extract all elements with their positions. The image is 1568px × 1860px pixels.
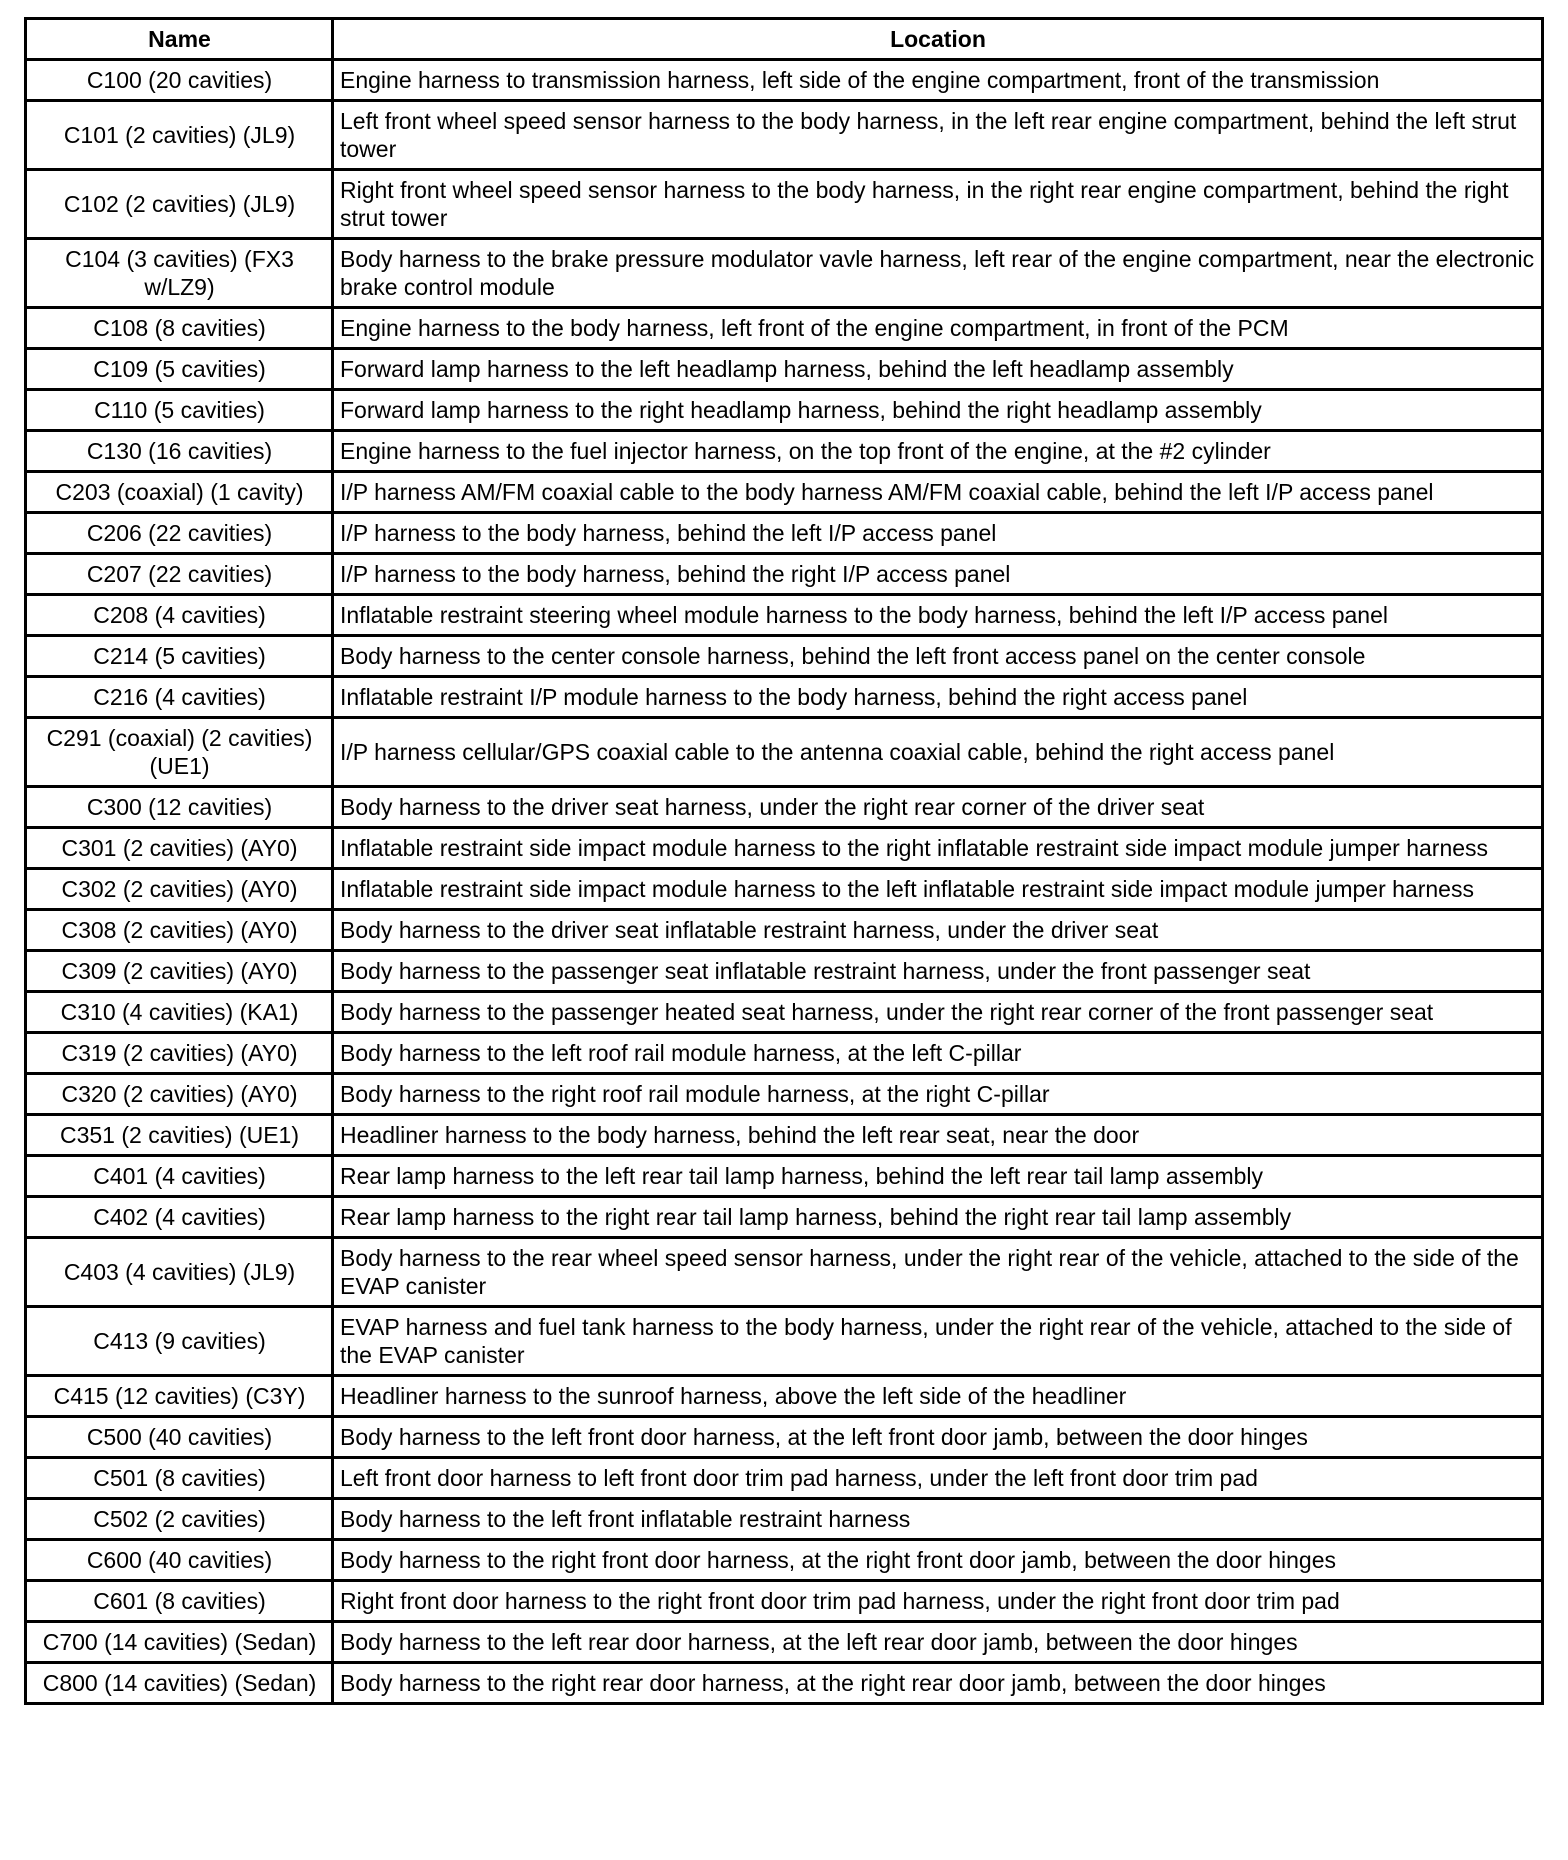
connector-name-cell: C102 (2 cavities) (JL9) (26, 170, 333, 239)
connector-name-cell: C501 (8 cavities) (26, 1458, 333, 1499)
connector-name-cell: C502 (2 cavities) (26, 1499, 333, 1540)
table-row (26, 60, 1543, 101)
connector-name-cell: C130 (16 cavities) (26, 431, 333, 472)
table-row (26, 1074, 1543, 1115)
connector-name-cell: C108 (8 cavities) (26, 308, 333, 349)
connector-location-cell: Body harness to the rear wheel speed sensor harness, under the right rear of the vehicle, attached to the side of the EVAP canister (333, 1238, 1543, 1307)
connector-name-cell: C302 (2 cavities) (AY0) (26, 869, 333, 910)
connector-location-cell: Headliner harness to the sunroof harness, above the left side of the headliner (333, 1376, 1543, 1417)
table-row (26, 1197, 1543, 1238)
connector-name-cell: C309 (2 cavities) (AY0) (26, 951, 333, 992)
table-row (26, 390, 1543, 431)
table-row (26, 1156, 1543, 1197)
connector-name-cell: C308 (2 cavities) (AY0) (26, 910, 333, 951)
connector-name-cell: C500 (40 cavities) (26, 1417, 333, 1458)
table-row (26, 1417, 1543, 1458)
table-row (26, 1307, 1543, 1376)
connector-name-cell: C402 (4 cavities) (26, 1197, 333, 1238)
table-row (26, 1115, 1543, 1156)
table-row (26, 1238, 1543, 1307)
connector-location-cell: Body harness to the right rear door harness, at the right rear door jamb, between the door hinges (333, 1663, 1543, 1704)
connector-location-cell: Body harness to the left rear door harness, at the left rear door jamb, between the door hinges (333, 1622, 1543, 1663)
table-body (26, 60, 1543, 1704)
connector-location-cell: Inflatable restraint I/P module harness to the body harness, behind the right access panel (333, 677, 1543, 718)
connector-location-cell: Body harness to the passenger heated seat harness, under the right rear corner of the front passenger seat (333, 992, 1543, 1033)
connector-location-cell: I/P harness cellular/GPS coaxial cable to the antenna coaxial cable, behind the right access panel (333, 718, 1543, 787)
connector-location-cell: Engine harness to the fuel injector harness, on the top front of the engine, at the #2 cylinder (333, 431, 1543, 472)
table-row (26, 787, 1543, 828)
table-row (26, 1622, 1543, 1663)
connector-name-cell: C291 (coaxial) (2 cavities) (UE1) (26, 718, 333, 787)
connector-location-cell: Forward lamp harness to the right headlamp harness, behind the right headlamp assembly (333, 390, 1543, 431)
connector-name-cell: C216 (4 cavities) (26, 677, 333, 718)
connector-name-cell: C208 (4 cavities) (26, 595, 333, 636)
connector-name-cell: C101 (2 cavities) (JL9) (26, 101, 333, 170)
connector-location-cell: Body harness to the left front door harness, at the left front door jamb, between the door hinges (333, 1417, 1543, 1458)
connector-location-cell: Body harness to the left roof rail module harness, at the left C-pillar (333, 1033, 1543, 1074)
table-row (26, 349, 1543, 390)
connector-location-cell: Body harness to the right roof rail module harness, at the right C-pillar (333, 1074, 1543, 1115)
connector-name-cell: C310 (4 cavities) (KA1) (26, 992, 333, 1033)
connector-location-cell: Right front wheel speed sensor harness to the body harness, in the right rear engine compartment, behind the right strut tower (333, 170, 1543, 239)
connector-location-cell: Body harness to the passenger seat inflatable restraint harness, under the front passenger seat (333, 951, 1543, 992)
connector-location-cell: Body harness to the center console harness, behind the left front access panel on the center console (333, 636, 1543, 677)
connector-location-cell: Left front door harness to left front door trim pad harness, under the left front door trim pad (333, 1458, 1543, 1499)
connector-name-cell: C300 (12 cavities) (26, 787, 333, 828)
table-row (26, 513, 1543, 554)
connector-location-cell: Body harness to the left front inflatable restraint harness (333, 1499, 1543, 1540)
connector-name-cell: C415 (12 cavities) (C3Y) (26, 1376, 333, 1417)
connector-name-cell: C320 (2 cavities) (AY0) (26, 1074, 333, 1115)
connector-name-cell: C351 (2 cavities) (UE1) (26, 1115, 333, 1156)
table-row (26, 910, 1543, 951)
table-row (26, 992, 1543, 1033)
connector-location-cell: Inflatable restraint side impact module harness to the left inflatable restraint side impact module jumper harness (333, 869, 1543, 910)
table-row (26, 308, 1543, 349)
connector-location-cell: Body harness to the driver seat harness, under the right rear corner of the driver seat (333, 787, 1543, 828)
table-row (26, 677, 1543, 718)
connector-location-cell: Forward lamp harness to the left headlamp harness, behind the left headlamp assembly (333, 349, 1543, 390)
table-row (26, 718, 1543, 787)
table-row (26, 554, 1543, 595)
table-row (26, 431, 1543, 472)
connector-name-cell: C214 (5 cavities) (26, 636, 333, 677)
connector-name-cell: C109 (5 cavities) (26, 349, 333, 390)
table-row (26, 1581, 1543, 1622)
connector-location-cell: Rear lamp harness to the right rear tail lamp harness, behind the right rear tail lamp assembly (333, 1197, 1543, 1238)
table-row (26, 239, 1543, 308)
table-row (26, 636, 1543, 677)
connector-name-cell: C104 (3 cavities) (FX3 w/LZ9) (26, 239, 333, 308)
connector-location-cell: EVAP harness and fuel tank harness to the body harness, under the right rear of the vehicle, attached to the side of the EVAP canister (333, 1307, 1543, 1376)
connector-location-cell: Engine harness to the body harness, left front of the engine compartment, in front of the PCM (333, 308, 1543, 349)
connector-location-cell: Inflatable restraint side impact module harness to the right inflatable restraint side impact module jumper harness (333, 828, 1543, 869)
connector-location-cell: Headliner harness to the body harness, behind the left rear seat, near the door (333, 1115, 1543, 1156)
connector-location-table (24, 17, 1544, 1705)
connector-name-cell: C601 (8 cavities) (26, 1581, 333, 1622)
connector-name-cell: C800 (14 cavities) (Sedan) (26, 1663, 333, 1704)
table-row (26, 1033, 1543, 1074)
table-header-row (26, 19, 1543, 60)
connector-location-cell: Body harness to the brake pressure modulator vavle harness, left rear of the engine compartment, near the electronic brake control module (333, 239, 1543, 308)
table-row (26, 1540, 1543, 1581)
table-row (26, 595, 1543, 636)
connector-name-cell: C600 (40 cavities) (26, 1540, 333, 1581)
name-column-header: Name (26, 19, 333, 60)
connector-location-cell: I/P harness AM/FM coaxial cable to the body harness AM/FM coaxial cable, behind the left I/P access panel (333, 472, 1543, 513)
connector-location-cell: Engine harness to transmission harness, left side of the engine compartment, front of the transmission (333, 60, 1543, 101)
connector-location-cell: Inflatable restraint steering wheel module harness to the body harness, behind the left I/P access panel (333, 595, 1543, 636)
connector-location-cell: Body harness to the driver seat inflatable restraint harness, under the driver seat (333, 910, 1543, 951)
table-row (26, 1376, 1543, 1417)
connector-name-cell: C203 (coaxial) (1 cavity) (26, 472, 333, 513)
table-row (26, 1663, 1543, 1704)
table-row (26, 101, 1543, 170)
connector-location-cell: Right front door harness to the right front door trim pad harness, under the right front door trim pad (333, 1581, 1543, 1622)
connector-name-cell: C319 (2 cavities) (AY0) (26, 1033, 333, 1074)
table-row (26, 1458, 1543, 1499)
table-row (26, 170, 1543, 239)
connector-name-cell: C207 (22 cavities) (26, 554, 333, 595)
location-column-header: Location (333, 19, 1543, 60)
connector-location-cell: Rear lamp harness to the left rear tail lamp harness, behind the left rear tail lamp assembly (333, 1156, 1543, 1197)
connector-name-cell: C301 (2 cavities) (AY0) (26, 828, 333, 869)
connector-name-cell: C206 (22 cavities) (26, 513, 333, 554)
table-row (26, 472, 1543, 513)
connector-name-cell: C110 (5 cavities) (26, 390, 333, 431)
table-row (26, 1499, 1543, 1540)
table-row (26, 951, 1543, 992)
connector-name-cell: C403 (4 cavities) (JL9) (26, 1238, 333, 1307)
connector-name-cell: C100 (20 cavities) (26, 60, 333, 101)
table-row (26, 869, 1543, 910)
connector-name-cell: C401 (4 cavities) (26, 1156, 333, 1197)
table-row (26, 828, 1543, 869)
connector-location-cell: Left front wheel speed sensor harness to the body harness, in the left rear engine compartment, behind the left strut tower (333, 101, 1543, 170)
connector-name-cell: C700 (14 cavities) (Sedan) (26, 1622, 333, 1663)
connector-name-cell: C413 (9 cavities) (26, 1307, 333, 1376)
connector-location-cell: I/P harness to the body harness, behind the left I/P access panel (333, 513, 1543, 554)
connector-location-cell: I/P harness to the body harness, behind the right I/P access panel (333, 554, 1543, 595)
connector-location-cell: Body harness to the right front door harness, at the right front door jamb, between the door hinges (333, 1540, 1543, 1581)
